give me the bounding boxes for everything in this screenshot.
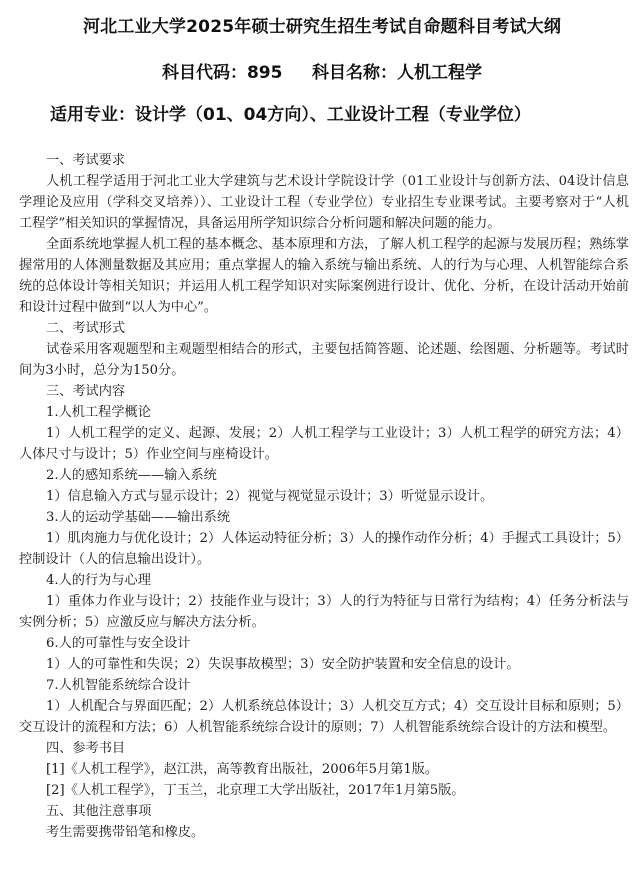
topic-content: 1）肌肉施力与优化设计；2）人体运动特征分析；3）人的操作动作分析；4）手握式工具设计；5）控制设计（人的信息输出设计）。 bbox=[19, 531, 629, 567]
topic-content: 1）人机工程学的定义、起源、发展；2）人机工程学与工业设计；3）人机工程学的研究方法；4）人体尺寸与设计；5）作业空间与座椅设计。 bbox=[19, 426, 629, 462]
section-heading-exam-content: 三、考试内容 bbox=[46, 384, 126, 399]
subject-code-and-name: 科目代码：895 科目名称：人机工程学 bbox=[161, 63, 483, 83]
topic-content: 1）人的可靠性和失误；2）失误事故模型；3）安全防护装置和安全信息的设计。 bbox=[46, 657, 520, 672]
topic-title: 1.人机工程学概论 bbox=[46, 405, 151, 420]
topic-content: 1）重体力作业与设计；2）技能作业与设计；3）人的行为特征与日常行为结构；4）任务分析法与实例分析；5）应激反应与解决方法分析。 bbox=[19, 594, 629, 630]
reference-item: [2]《人机工程学》，丁玉兰，北京理工大学出版社，2017年1月第5版。 bbox=[46, 783, 465, 798]
section-heading-exam-requirements: 一、考试要求 bbox=[46, 153, 126, 168]
section-heading-exam-format: 二、考试形式 bbox=[46, 321, 126, 336]
topic-title: 3.人的运动学基础——输出系统 bbox=[46, 510, 231, 525]
reference-item: [1]《人机工程学》，赵江洪，高等教育出版社，2006年5月第1版。 bbox=[46, 762, 439, 777]
section-heading-other-notes: 五、其他注意事项 bbox=[46, 804, 152, 819]
topic-title: 4.人的行为与心理 bbox=[46, 573, 151, 588]
topic-title: 7.人机智能系统综合设计 bbox=[46, 678, 191, 693]
applicable-majors: 适用专业：设计学（01、04方向）、工业设计工程（专业学位） bbox=[50, 105, 531, 125]
topic-content: 1）人机配合与界面匹配；2）人机系统总体设计；3）人机交互方式；4）交互设计目标和原则；5）交互设计的流程和方法；6）人机智能系统综合设计的原则；7）人机智能系统综合设计的方法和模型。 bbox=[19, 699, 629, 735]
paragraph: 全面系统地掌握人机工程的基本概念、基本原理和方法，了解人机工程学的起源与发展历程；熟练掌握常用的人体测量数据及其应用；重点掌握人的输入系统与输出系统、人的行为与心理、人机智能综合系统的总体设计等相关知识；并运用人机工程学知识对实际案例进行设计、优化、分析，在设计活动开始前和设计过程中做到“以人为中心”。 bbox=[19, 237, 629, 315]
paragraph: 考生需要携带铅笔和橡皮。 bbox=[46, 825, 205, 840]
section-heading-references: 四、参考书目 bbox=[46, 741, 126, 756]
paragraph: 人机工程学适用于河北工业大学建筑与艺术设计学院设计学（01工业设计与创新方法、04设计信息学理论及应用（学科交叉培养））、工业设计工程（专业学位）专业招生专业课考试。主要考察对于“人机工程学”相关知识的掌握情况，具备运用所学知识综合分析问题和解决问题的能力。 bbox=[19, 174, 629, 231]
topic-title: 6.人的可靠性与安全设计 bbox=[46, 636, 191, 651]
paragraph: 试卷采用客观题型和主观题型相结合的形式，主要包括简答题、论述题、绘图题、分析题等。考试时间为3小时，总分为150分。 bbox=[19, 342, 629, 378]
topic-content: 1）信息输入方式与显示设计；2）视觉与视觉显示设计；3）听觉显示设计。 bbox=[46, 489, 494, 504]
document-title: 河北工业大学2025年硕士研究生招生考试自命题科目考试大纲 bbox=[82, 17, 562, 37]
topic-title: 2.人的感知系统——输入系统 bbox=[46, 468, 217, 483]
document-body bbox=[19, 150, 629, 843]
